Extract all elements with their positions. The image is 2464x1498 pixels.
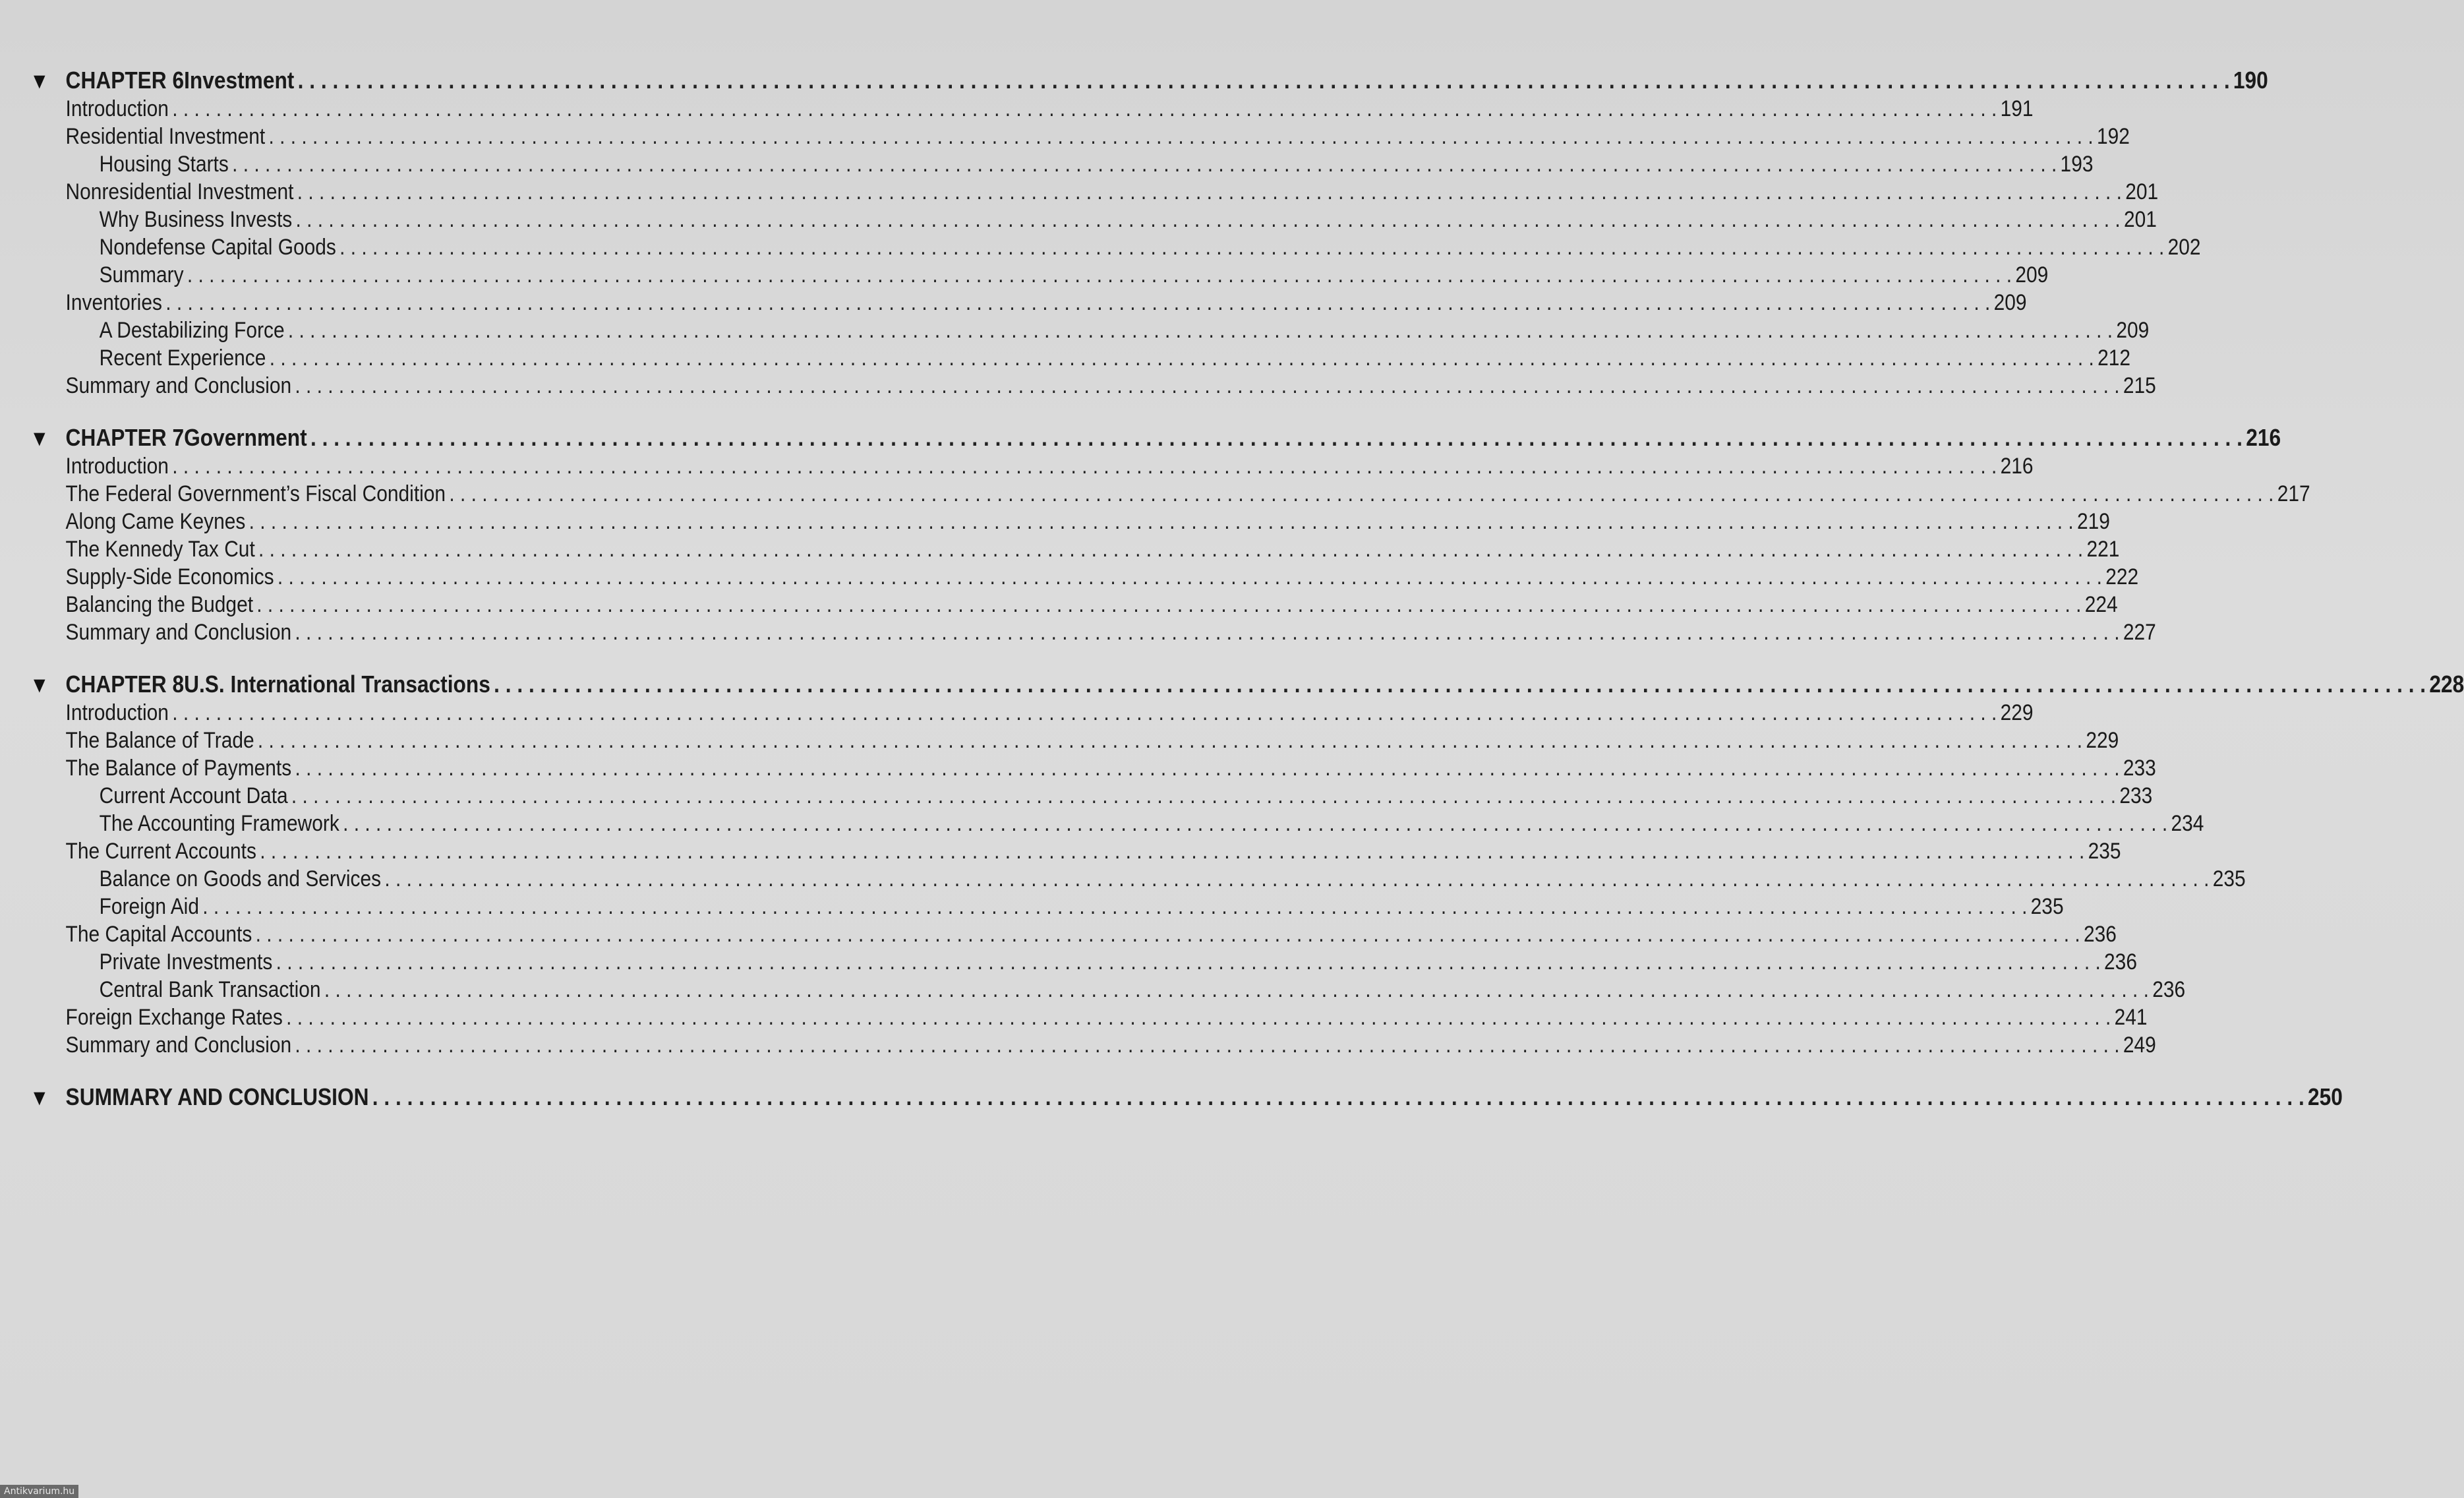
entry-label: The Kennedy Tax Cut <box>65 537 255 562</box>
dot-leader <box>310 423 2243 452</box>
entry-page-number: 217 <box>2277 481 2310 506</box>
dot-leader <box>372 1083 2304 1112</box>
dot-leader <box>324 976 2149 1004</box>
toc-entry[interactable] <box>30 920 2117 948</box>
entry-label: Balancing the Budget <box>65 592 254 617</box>
dot-leader <box>298 66 2230 95</box>
chapter-number: CHAPTER 8 <box>65 671 185 698</box>
entry-label: Current Account Data <box>99 783 288 808</box>
entry-label: Why Business Invests <box>99 207 293 232</box>
dot-leader <box>297 178 2122 206</box>
entry-label: Inventories <box>65 290 162 315</box>
toc-subentry[interactable] <box>30 948 2137 976</box>
down-triangle-icon: ▼ <box>30 69 49 94</box>
toc-entry[interactable] <box>30 452 2034 480</box>
entry-label: The Federal Government’s Fiscal Condition <box>65 481 446 506</box>
dot-leader <box>258 727 2082 754</box>
toc-entry[interactable] <box>30 289 2027 316</box>
entry-label: Along Came Keynes <box>65 509 246 534</box>
entry-label: Foreign Exchange Rates <box>65 1005 283 1030</box>
chapter-title: Government <box>184 424 307 451</box>
entry-page-number: 215 <box>2123 373 2156 398</box>
dot-leader <box>494 670 2426 699</box>
toc-entry[interactable] <box>30 1031 2156 1059</box>
toc-subentry[interactable] <box>30 150 2094 178</box>
chapter-heading[interactable] <box>30 670 2464 699</box>
toc-entry[interactable] <box>30 535 2120 563</box>
entry-page-number: 235 <box>2212 866 2246 891</box>
entry-label: Introduction <box>65 96 169 121</box>
dot-leader <box>258 535 2083 563</box>
entry-page-number: 191 <box>2000 96 2034 121</box>
entry-label: Supply-Side Economics <box>65 564 274 589</box>
entry-page-number: 221 <box>2086 537 2120 562</box>
toc-subentry[interactable] <box>30 233 2201 261</box>
toc-subentry[interactable] <box>30 261 2049 289</box>
toc-entry[interactable] <box>30 480 2310 508</box>
toc-entry[interactable] <box>30 699 2034 727</box>
entry-page-number: 229 <box>2000 700 2034 725</box>
entry-label: A Destabilizing Force <box>99 318 285 343</box>
toc-entry[interactable] <box>30 727 2119 754</box>
entry-label: Nondefense Capital Goods <box>99 235 336 260</box>
entry-label: The Balance of Trade <box>65 728 254 753</box>
entry-label: Private Investments <box>99 949 273 974</box>
dot-leader <box>260 837 2084 865</box>
dot-leader <box>384 865 2209 893</box>
toc-entry[interactable] <box>30 1004 2148 1031</box>
entry-page-number: 236 <box>2084 922 2117 947</box>
dot-leader <box>295 618 2119 646</box>
toc-entry[interactable] <box>30 591 2118 618</box>
entry-label: Recent Experience <box>99 345 266 371</box>
chapter-heading[interactable] <box>30 66 2268 95</box>
entry-label: The Current Accounts <box>65 839 256 864</box>
toc-subentry[interactable] <box>30 316 2150 344</box>
dot-leader <box>278 563 2102 591</box>
down-triangle-icon: ▼ <box>30 1085 49 1110</box>
entry-page-number: 235 <box>2088 839 2121 864</box>
dot-leader <box>449 480 2273 508</box>
entry-page-number: 236 <box>2104 949 2137 974</box>
entry-page-number: 209 <box>2015 262 2049 287</box>
entry-page-number: 229 <box>2086 728 2119 753</box>
down-triangle-icon: ▼ <box>30 426 49 451</box>
dot-leader <box>172 452 1997 480</box>
chapter-title: U.S. International Transactions <box>184 671 490 698</box>
dot-leader <box>256 591 2081 618</box>
dot-leader <box>295 372 2119 400</box>
entry-label: Nonresidential Investment <box>65 179 294 204</box>
entry-page-number: 201 <box>2123 207 2157 232</box>
entry-page-number: 235 <box>2030 894 2064 919</box>
dot-leader <box>172 699 1997 727</box>
dot-leader <box>165 289 1990 316</box>
dot-leader <box>343 810 2167 837</box>
dot-leader <box>187 261 2012 289</box>
entry-page-number: 249 <box>2123 1033 2156 1058</box>
toc-entry[interactable] <box>30 95 2034 123</box>
dot-leader <box>232 150 2057 178</box>
chapter-heading[interactable] <box>30 423 2281 452</box>
dot-leader <box>291 782 2116 810</box>
entry-page-number: 209 <box>1993 290 2027 315</box>
entry-label: Introduction <box>65 700 169 725</box>
entry-page-number: 233 <box>2119 783 2153 808</box>
toc-entry[interactable] <box>30 123 2130 150</box>
entry-label: Summary and Conclusion <box>65 620 292 645</box>
table-of-contents <box>30 66 2464 1135</box>
toc-subentry[interactable] <box>30 893 2064 920</box>
toc-subentry[interactable] <box>30 344 2131 372</box>
dot-leader <box>296 206 2121 233</box>
entry-label: Balance on Goods and Services <box>99 866 382 891</box>
chapter-title: SUMMARY AND CONCLUSION <box>65 1083 369 1110</box>
entry-page-number: 234 <box>2171 811 2204 836</box>
entry-label: The Balance of Payments <box>65 756 292 781</box>
toc-subentry[interactable] <box>30 782 2153 810</box>
toc-subentry[interactable] <box>30 976 2186 1004</box>
dot-leader <box>270 344 2094 372</box>
entry-page-number: 241 <box>2114 1005 2148 1030</box>
entry-page-number: 219 <box>2077 509 2110 534</box>
dot-leader <box>269 123 2094 150</box>
toc-entry[interactable] <box>30 372 2156 400</box>
toc-subentry[interactable] <box>30 865 2246 893</box>
down-triangle-icon: ▼ <box>30 673 49 698</box>
toc-entry[interactable] <box>30 837 2121 865</box>
dot-leader <box>256 920 2080 948</box>
dot-leader <box>202 893 2027 920</box>
chapter-number: CHAPTER 7 <box>65 424 185 451</box>
dot-leader <box>249 508 2074 535</box>
entry-label: The Accounting Framework <box>99 811 339 836</box>
entry-label: Summary and Conclusion <box>65 373 292 398</box>
entry-label: Central Bank Transaction <box>99 977 321 1002</box>
watermark: Antikvarium.hu <box>0 1485 78 1498</box>
entry-label: Foreign Aid <box>99 894 199 919</box>
dot-leader <box>276 948 2101 976</box>
chapter-page-number: 250 <box>2308 1083 2343 1110</box>
chapter-block <box>30 423 2310 646</box>
dot-leader <box>172 95 1997 123</box>
toc-entry[interactable] <box>30 508 2110 535</box>
chapter-heading[interactable] <box>30 1083 2343 1112</box>
entry-page-number: 222 <box>2105 564 2139 589</box>
chapter-block <box>30 670 2464 1059</box>
chapter-title: Investment <box>184 67 295 94</box>
chapter-block <box>30 1083 2343 1112</box>
toc-subentry[interactable] <box>30 206 2157 233</box>
entry-page-number: 233 <box>2123 756 2156 781</box>
entry-page-number: 201 <box>2125 179 2159 204</box>
chapter-number: CHAPTER 6 <box>65 67 185 94</box>
entry-label: Introduction <box>65 454 169 479</box>
entry-page-number: 216 <box>2000 454 2034 479</box>
entry-label: Housing Starts <box>99 152 229 177</box>
dot-leader <box>295 1031 2119 1059</box>
entry-page-number: 202 <box>2167 235 2201 260</box>
entry-page-number: 212 <box>2097 345 2131 371</box>
entry-page-number: 192 <box>2096 124 2130 149</box>
toc-entry[interactable] <box>30 754 2156 782</box>
chapter-page-number: 228 <box>2429 671 2464 698</box>
dot-leader <box>288 316 2113 344</box>
dot-leader <box>295 754 2119 782</box>
dot-leader <box>286 1004 2111 1031</box>
entry-page-number: 224 <box>2084 592 2118 617</box>
chapter-page-number: 190 <box>2233 67 2268 94</box>
chapter-block <box>30 66 2268 400</box>
dot-leader <box>339 233 2164 261</box>
chapter-page-number: 216 <box>2246 424 2281 451</box>
entry-page-number: 236 <box>2152 977 2186 1002</box>
entry-label: Summary and Conclusion <box>65 1033 292 1058</box>
toc-entry[interactable] <box>30 618 2156 646</box>
entry-label: Residential Investment <box>65 124 266 149</box>
entry-page-number: 227 <box>2123 620 2156 645</box>
entry-label: Summary <box>99 262 184 287</box>
entry-label: The Capital Accounts <box>65 922 252 947</box>
toc-entry[interactable] <box>30 178 2159 206</box>
toc-entry[interactable] <box>30 563 2139 591</box>
entry-page-number: 209 <box>2116 318 2150 343</box>
toc-subentry[interactable] <box>30 810 2204 837</box>
entry-page-number: 193 <box>2060 152 2094 177</box>
